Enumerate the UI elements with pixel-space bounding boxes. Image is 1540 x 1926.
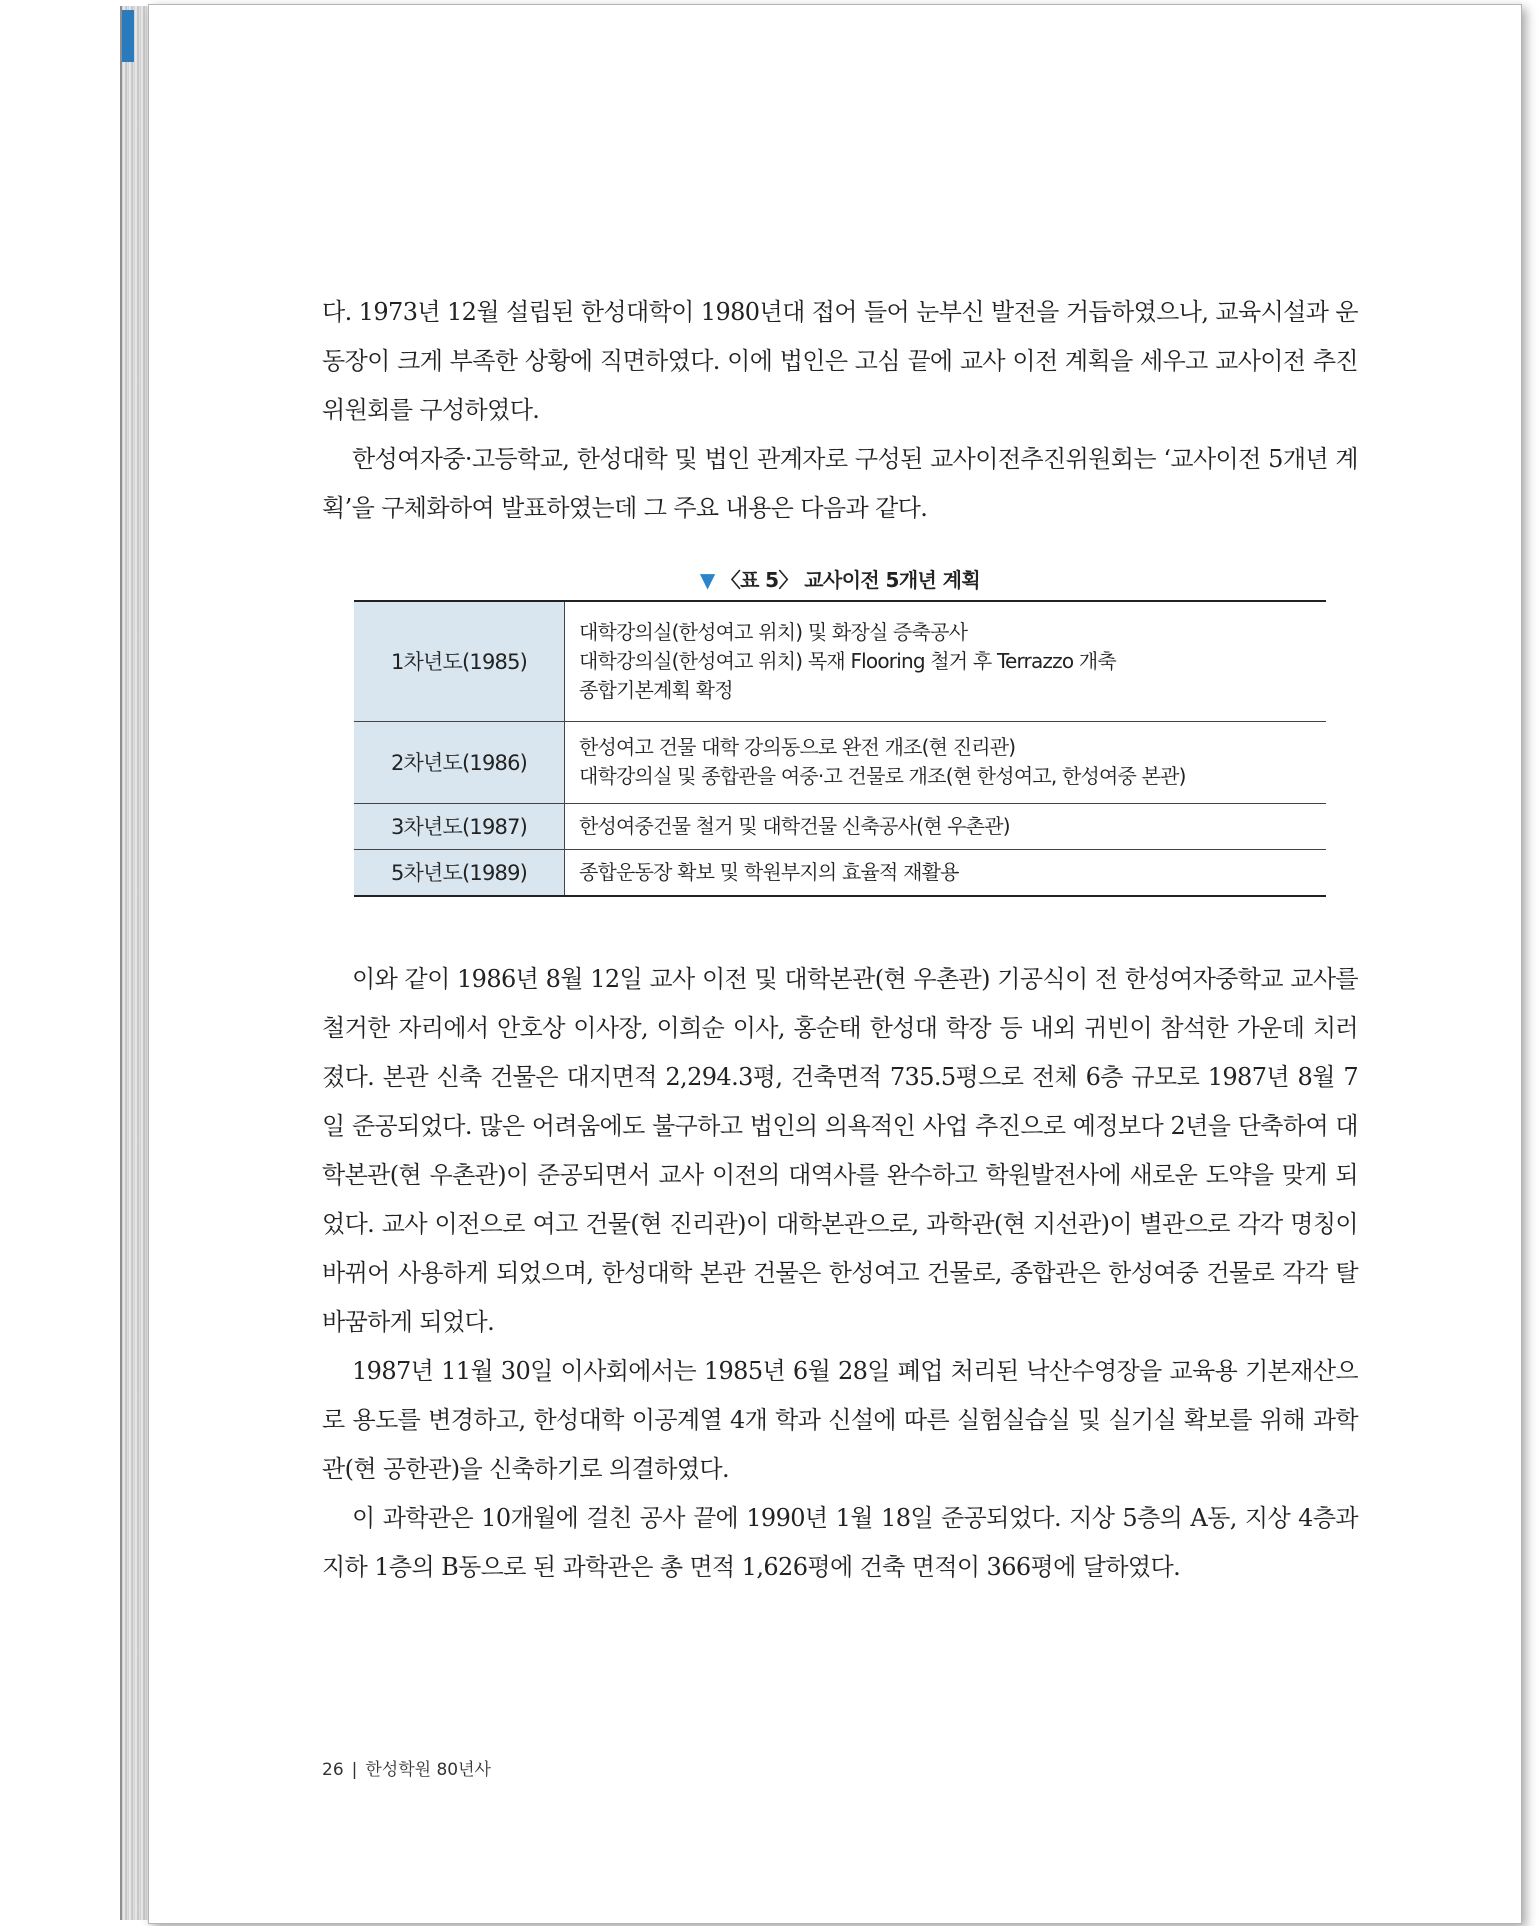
content-cell <box>565 721 1327 803</box>
page-number: 26 <box>322 1760 344 1780</box>
table-caption-text: 〈표 5〉 교사이전 5개년 계획 <box>720 568 981 592</box>
plan-line: 종합운동장 확보 및 학원부지의 효율적 재활용 <box>579 859 959 884</box>
intro-paragraph-2: 한성여자중·고등학교, 한성대학 및 법인 관계자로 구성된 교사이전추진위원회는 ‘교사이전 5개년 계획’을 구체화하여 발표하였는데 그 주요 내용은 다음과 같다. <box>322 445 1358 522</box>
plan-line: 대학강의실(한성여고 위치) 및 화장실 증축공사 <box>579 619 968 644</box>
intro-paragraph-1: 다. 1973년 12월 설립된 한성대학이 1980년대 접어 들어 눈부신 발전을 거듭하였으나, 교육시설과 운동장이 크게 부족한 상황에 직면하였다. 이에 법인은 고심 끝에 교사 이전 계획을 세우고 교사이전 추진위원회를 구성하였다. <box>322 298 1358 424</box>
plan-line: 대학강의실(한성여고 위치) 목재 Flooring 철거 후 Terrazzo 개축 <box>579 648 1116 673</box>
plan-line: 종합기본계획 확정 <box>579 677 733 702</box>
table-caption <box>354 564 1326 593</box>
year-cell: 5차년도(1989) <box>354 849 565 896</box>
table-row <box>354 849 1326 896</box>
year-cell: 2차년도(1986) <box>354 721 565 803</box>
content-cell <box>565 803 1327 849</box>
transfer-plan-table <box>354 600 1326 897</box>
content-cell <box>565 849 1327 896</box>
intro-text <box>322 288 1358 533</box>
content-cell <box>565 601 1327 721</box>
main-paragraph-3: 이 과학관은 10개월에 걸친 공사 끝에 1990년 1월 18일 준공되었다. 지상 5층의 A동, 지상 4층과 지하 1층의 B동으로 된 과학관은 총 면적 1,626평에 건축 면적이 366평에 달하였다. <box>322 1504 1358 1581</box>
triangle-down-icon: ▼ <box>699 568 715 592</box>
book-spine-accent <box>122 10 134 62</box>
year-cell: 3차년도(1987) <box>354 803 565 849</box>
main-paragraph-2: 1987년 11월 30일 이사회에서는 1985년 6월 28일 폐업 처리된 낙산수영장을 교육용 기본재산으로 용도를 변경하고, 한성대학 이공계열 4개 학과 신설에 따른 실험실습실 및 실기실 확보를 위해 과학관(현 공한관)을 신축하기로 의결하였다. <box>322 1357 1358 1483</box>
page-footer <box>322 1755 491 1780</box>
main-text <box>322 955 1358 1592</box>
footer-separator: | <box>351 1760 358 1780</box>
table-row <box>354 601 1326 721</box>
main-paragraph-1: 이와 같이 1986년 8월 12일 교사 이전 및 대학본관(현 우촌관) 기공식이 전 한성여자중학교 교사를 철거한 자리에서 안호상 이사장, 이희순 이사, 홍순태 한성대 학장 등 내외 귀빈이 참석한 가운데 치러졌다. 본관 신축 건물은 대지면적 2,294.3평, 건축면적 735.5평으로 전체 6층 규모로 1987년 8월 7일 준공되었다. 많은 어려움에도 불구하고 법인의 의욕적인 사업 추진으로 예정보다 2년을 단축하여 대학본관(현 우촌관)이 준공되면서 교사 이전의 대역사를 완수하고 학원발전사에 새로운 도약을 맞게 되었다. 교사 이전으로 여고 건물(현 진리관)이 대학본관으로, 과학관(현 지선관)이 별관으로 각각 명칭이 바뀌어 사용하게 되었으며, 한성대학 본관 건물은 한성여고 건물로, 종합관은 한성여중 건물로 각각 탈바꿈하게 되었다. <box>322 965 1358 1336</box>
plan-line: 한성여고 건물 대학 강의동으로 완전 개조(현 진리관) <box>579 735 1016 759</box>
year-cell: 1차년도(1985) <box>354 601 565 721</box>
table-row <box>354 803 1326 849</box>
plan-line: 대학강의실 및 종합관을 여중·고 건물로 개조(현 한성여고, 한성여중 본관) <box>579 764 1186 788</box>
book-title: 한성학원 80년사 <box>365 1760 491 1780</box>
plan-line: 한성여중건물 철거 및 대학건물 신축공사(현 우촌관) <box>579 813 1010 838</box>
table-row <box>354 721 1326 803</box>
